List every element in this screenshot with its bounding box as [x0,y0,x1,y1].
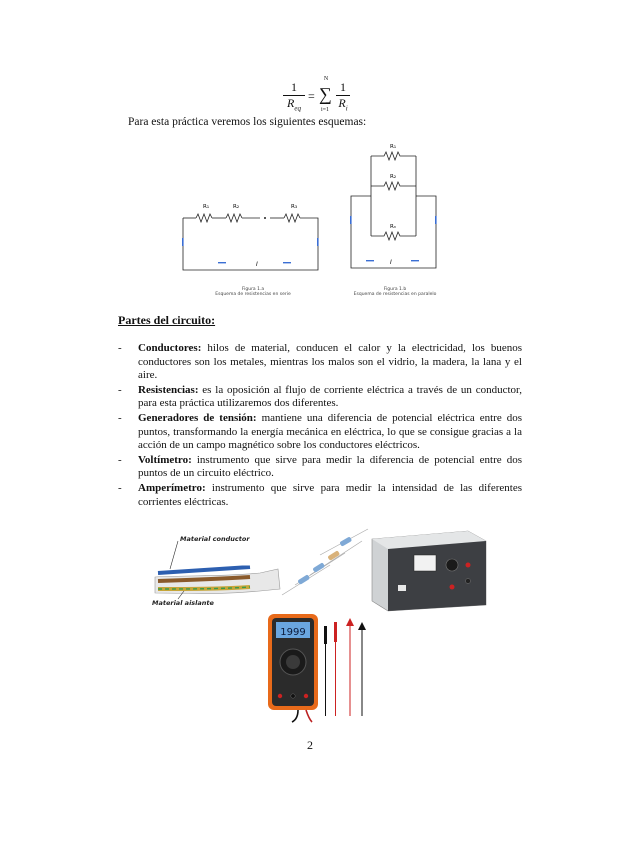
insulator-label: Material aislante [152,599,214,607]
resistor-label: R₂ [233,204,240,210]
formula-numerator-right: 1 [340,80,346,94]
resistor-label: R₁ [390,144,397,150]
resistor-symbol [226,214,242,222]
list-item: - Generadores de tensión: mantiene una diferencia de potencial eléctrica entre dos puntos, transformando la energía mecánica en eléctrica, lo que se consigue gracias a la acción de un campo magnético sobre los conductores eléctricos. [118,411,522,452]
parallel-caption: Figura 1.b Esquema de resistencias en paralelo [353,287,437,297]
intro-text: Para esta práctica veremos los siguientes esquemas: [128,116,367,128]
series-circuit-diagram [178,196,324,286]
resistor-symbol [371,232,416,240]
parallel-circuit-diagram [346,140,442,286]
formula-denominator-left: $R_{eq}$ [287,96,301,113]
list-item: - Conductores: hilos de material, conducen el calor y la electricidad, los buenos conductores son los metales, mientras los malos son el vidrio, la madera, la lana y el aire. [118,342,522,382]
resistor-label: R₃ [291,204,298,210]
formula-equals: = [308,89,315,103]
sum-lower-limit: i=1 [320,107,330,113]
resistors-illustration [280,525,370,600]
formula-numerator-left: 1 [291,80,297,94]
resistor-symbol [371,152,416,160]
resistor-label: R₁ [203,204,210,210]
list-item: - Amperímetro: instrumento que sirve para medir la intensidad de las diferentes corrientes eléctricas. [118,481,522,508]
cable-illustration [150,525,285,610]
section-heading: Partes del circuito: [118,313,216,327]
circuit-parts-list [118,342,522,510]
resistor-label: R₂ [390,174,397,180]
resistor-symbol [371,182,416,190]
list-item: - Resistencias: es la oposición al flujo de corriente eléctrica a través de un conductor, para esta práctica utilizaremos dos diferentes. [118,383,522,410]
series-caption: Figura 1.a Esquema de resistencias en serie [215,287,291,297]
resistor-label: Rₙ [390,224,397,230]
current-label: I [256,261,258,268]
power-supply-illustration [368,525,490,613]
page-number: 2 [307,738,313,752]
sum-upper-limit: N [323,76,329,82]
summation-sign: ∑ [319,84,332,104]
resistor-symbol [196,214,212,222]
multimeter-illustration [262,612,382,724]
resistor-symbol [284,214,300,222]
multimeter-display: 1999 [280,627,306,638]
parallel-resistance-formula [280,76,360,120]
formula-denominator-right: $R_i$ [338,96,348,113]
list-item: - Voltímetro: instrumento que sirve para medir la diferencia de potencial entre dos puntos de un circuito eléctrico. [118,453,522,480]
conductor-label: Material conductor [180,535,250,543]
current-label: I [390,259,392,266]
